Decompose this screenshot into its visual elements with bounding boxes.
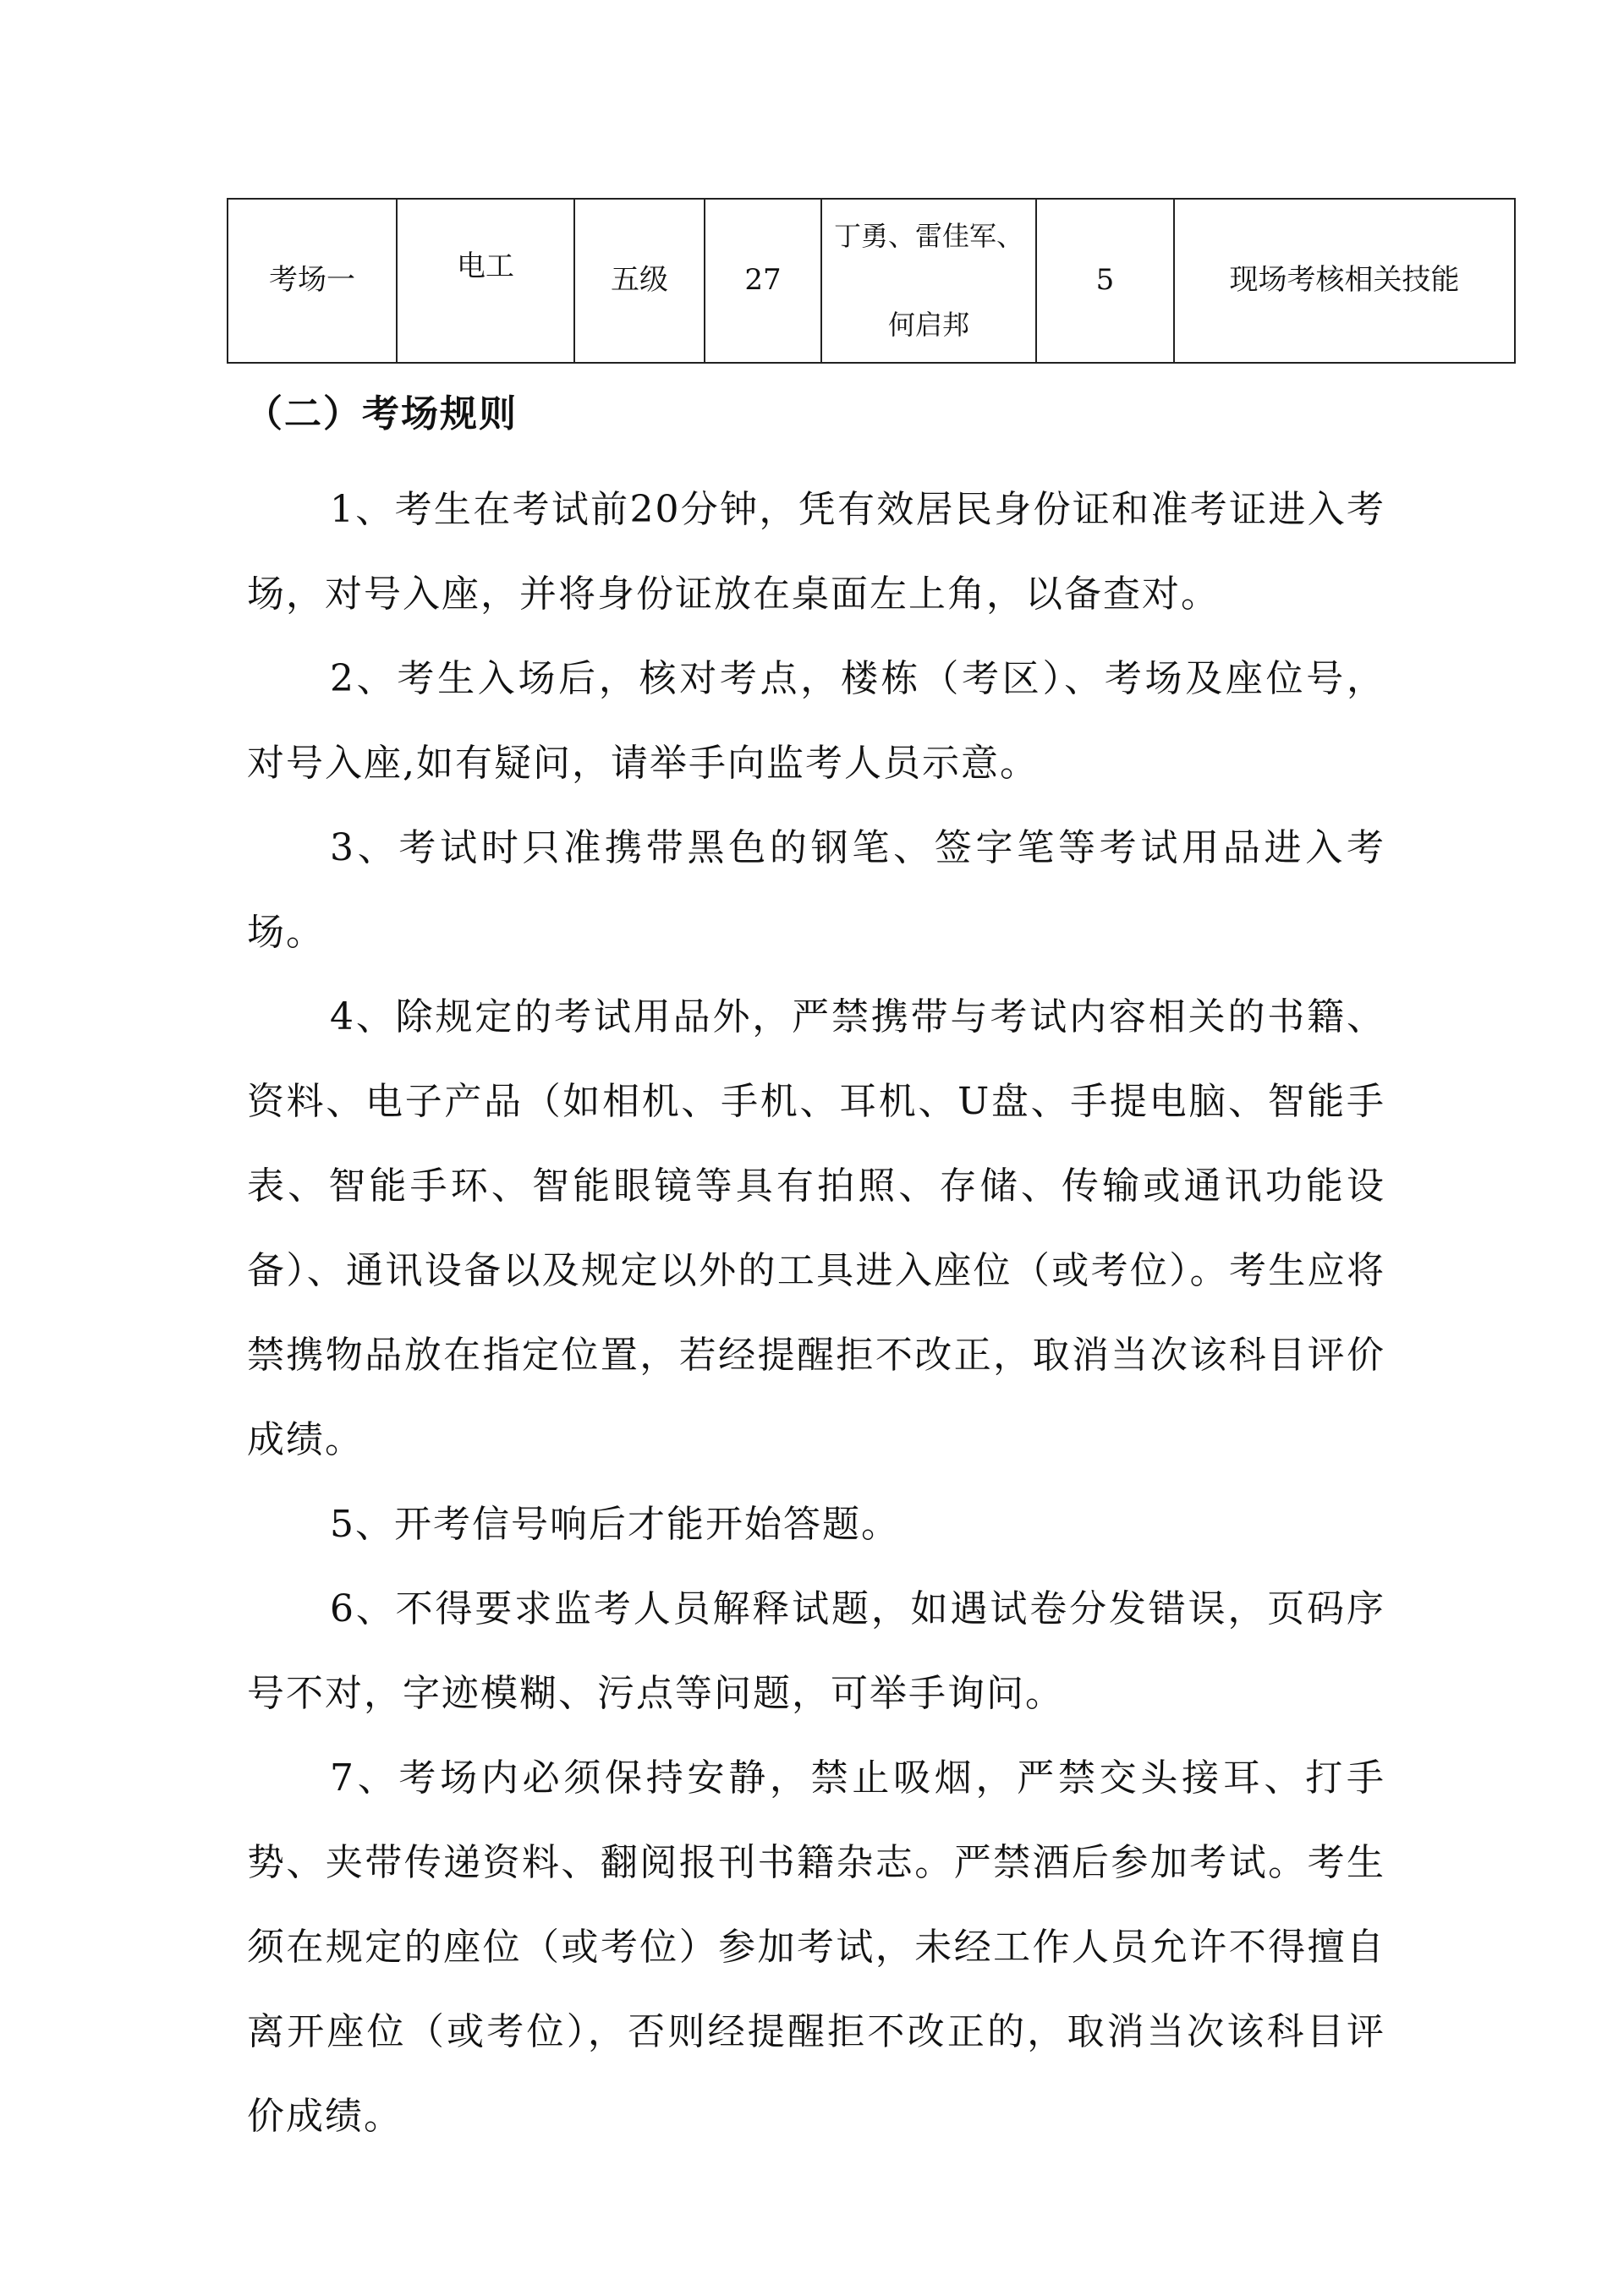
level-cell: 五级 [574, 199, 705, 363]
rule-item: 5、开考信号响后才能开始答题。 [330, 1503, 900, 1546]
venue-cell: 考场一 [228, 199, 397, 363]
rule-item: 4、除规定的考试用品外，严禁携带与考试内容相关的书籍、资料、电子产品（如相机、手机、耳机、U盘、手提电脑、智能手表、智能手环、智能眼镜等具有拍照、存储、传输或通讯功能设备）、通讯设备以及规定以外的工具进入座位（或考位）。考生应将禁携物品放在指定位置，若经提醒拒不改正，取消当次该科目评价成绩。 [247, 995, 1385, 1461]
trade-text: 电工 [457, 249, 514, 284]
count-cell: 27 [705, 199, 821, 363]
rule-item: 3、考试时只准携带黑色的钢笔、签字笔等考试用品进入考场。 [247, 826, 1385, 954]
rule-item: 2、考生入场后，核对考点，楼栋（考区）、考场及座位号，对号入座,如有疑问，请举手向监考人员示意。 [247, 657, 1385, 785]
table-row [228, 199, 1515, 363]
exam-schedule-table [227, 198, 1516, 364]
rule-item: 1、考生在考试前20分钟，凭有效居民身份证和准考证进入考场，对号入座，并将身份证放在桌面左上角，以备查对。 [247, 488, 1385, 616]
rules-list [247, 468, 1385, 2159]
rule-item: 7、考场内必须保持安静，禁止吸烟，严禁交头接耳、打手势、夹带传递资料、翻阅报刊书籍杂志。严禁酒后参加考试。考生须在规定的座位（或考位）参加考试，未经工作人员允许不得擅自离开座位（或考位），否则经提醒拒不改正的，取消当次该科目评价成绩。 [247, 1756, 1385, 2138]
duration-cell: 5 [1036, 199, 1174, 363]
examiners-line-2: 何启邦 [887, 309, 969, 342]
examiners-cell [821, 199, 1036, 363]
trade-cell [397, 199, 574, 363]
examiners-line-1: 丁勇、雷佳军、 [833, 220, 1023, 252]
content-cell: 现场考核相关技能 [1174, 199, 1515, 363]
section-heading: （二）考场规则 [245, 392, 518, 436]
rule-item: 6、不得要求监考人员解释试题，如遇试卷分发错误，页码序号不对，字迹模糊、污点等问题，可举手询问。 [247, 1587, 1385, 1715]
